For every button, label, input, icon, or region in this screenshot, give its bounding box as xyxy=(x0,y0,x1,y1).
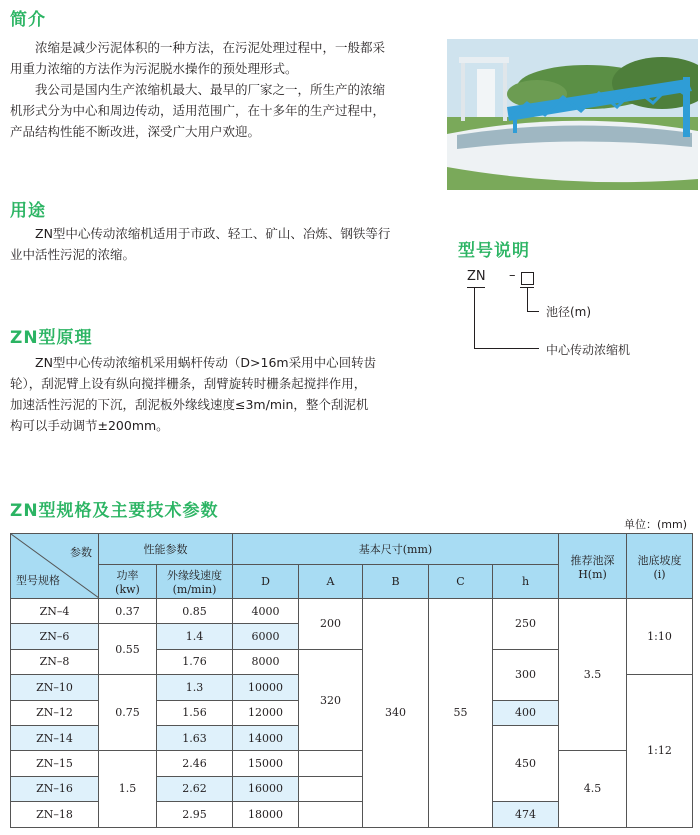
B-header: B xyxy=(363,565,429,599)
intro-title: 简介 xyxy=(10,10,46,30)
model-cell: ZN–14 xyxy=(11,725,99,750)
intro-line: 产品结构性能不断改进，深受广大用户欢迎。 xyxy=(10,124,261,139)
speed-cell: 1.76 xyxy=(157,649,233,674)
usage-title: 用途 xyxy=(10,201,46,221)
param-header: 参数 xyxy=(70,546,92,559)
A-cell-empty xyxy=(299,802,363,827)
speed-cell: 0.85 xyxy=(157,599,233,624)
model-cell: ZN–4 xyxy=(11,599,99,624)
diameter-cell: 6000 xyxy=(233,624,299,649)
slope-title: 池底坡度 xyxy=(637,553,682,567)
depth-unit: H(m) xyxy=(578,567,607,581)
intro-line: 我公司是国内生产浓缩机最大、最早的厂家之一，所生产的浓缩 xyxy=(35,82,386,97)
diameter-label: 池径(m) xyxy=(546,305,592,319)
h-cell: 450 xyxy=(493,725,559,801)
performance-header: 性能参数 xyxy=(99,534,233,565)
speed-cell: 2.95 xyxy=(157,802,233,827)
principle-title: ZN型原理 xyxy=(10,328,93,348)
speed-title: 外缘线速度 xyxy=(167,569,222,582)
power-cell: 0.75 xyxy=(99,675,157,751)
intro-line: 机形式分为中心和周边传动，适用范围广，在十多年的生产过程中， xyxy=(10,103,386,118)
principle-line: 轮），刮泥臂上设有纵向搅拌栅条，刮臂旋转时栅条起搅拌作用， xyxy=(10,376,367,391)
depth-cell: 4.5 xyxy=(559,751,627,827)
speed-header xyxy=(157,565,233,599)
principle-line: 加速活性污泥的下沉，刮泥板外缘线速度≤3m/min，整个刮泥机 xyxy=(10,397,369,412)
power-cell: 0.55 xyxy=(99,624,157,675)
C-cell: 55 xyxy=(429,599,493,828)
h-header: h xyxy=(493,565,559,599)
principle-text xyxy=(10,352,450,436)
diameter-cell: 15000 xyxy=(233,751,299,776)
type-leader-horizontal xyxy=(474,348,539,349)
thickener-photo xyxy=(447,39,698,190)
depth-header xyxy=(559,534,627,599)
model-dash: – xyxy=(509,268,516,283)
power-title: 功率 xyxy=(116,569,139,582)
C-header: C xyxy=(429,565,493,599)
speed-cell: 1.56 xyxy=(157,700,233,725)
power-cell: 0.37 xyxy=(99,599,157,624)
depth-title: 推荐池深 xyxy=(570,553,615,567)
h-cell: 300 xyxy=(493,649,559,700)
usage-line: ZN型中心传动浓缩机适用于市政、轻工、矿山、冶炼、钢铁等行 xyxy=(35,226,391,241)
speed-cell: 1.4 xyxy=(157,624,233,649)
speed-cell: 2.46 xyxy=(157,751,233,776)
depth-cell: 3.5 xyxy=(559,599,627,751)
A-cell: 320 xyxy=(299,649,363,751)
diameter-box xyxy=(521,272,534,285)
speed-cell: 2.62 xyxy=(157,776,233,801)
D-header: D xyxy=(233,565,299,599)
model-cell: ZN–12 xyxy=(11,700,99,725)
power-unit: (kw) xyxy=(115,583,140,596)
diameter-leader-horizontal xyxy=(527,311,539,312)
model-cell: ZN–10 xyxy=(11,675,99,700)
usage-line: 业中活性污泥的浓缩。 xyxy=(10,247,136,262)
diameter-cell: 4000 xyxy=(233,599,299,624)
model-cell: ZN–18 xyxy=(11,802,99,827)
diameter-cell: 8000 xyxy=(233,649,299,674)
intro-text xyxy=(10,37,440,142)
slope-unit: (i) xyxy=(653,567,666,581)
diameter-cell: 16000 xyxy=(233,776,299,801)
type-label: 中心传动浓缩机 xyxy=(546,343,631,357)
unit-label: 单位：(mm) xyxy=(624,518,688,531)
model-code: ZN xyxy=(467,269,486,284)
corner-header-cell xyxy=(11,534,99,599)
diameter-cell: 14000 xyxy=(233,725,299,750)
table-row xyxy=(11,751,693,776)
principle-line: 构可以手动调节±200mm。 xyxy=(10,418,169,433)
speed-unit: (m/min) xyxy=(172,583,217,596)
h-cell: 250 xyxy=(493,599,559,650)
A-cell: 200 xyxy=(299,599,363,650)
A-header: A xyxy=(299,565,363,599)
spec-title: ZN型规格及主要技术参数 xyxy=(10,501,219,521)
model-cell: ZN–6 xyxy=(11,624,99,649)
model-header: 型号规格 xyxy=(16,574,60,587)
power-cell: 1.5 xyxy=(99,751,157,827)
basic-size-header: 基本尺寸(mm) xyxy=(233,534,559,565)
principle-line: ZN型中心传动浓缩机采用蜗杆传动（D>16m采用中心回转齿 xyxy=(35,355,377,370)
h-cell: 474 xyxy=(493,802,559,827)
diameter-cell: 18000 xyxy=(233,802,299,827)
speed-cell: 1.3 xyxy=(157,675,233,700)
diameter-cell: 12000 xyxy=(233,700,299,725)
h-cell: 400 xyxy=(493,700,559,725)
model-cell: ZN–15 xyxy=(11,751,99,776)
A-cell-empty xyxy=(299,751,363,776)
model-cell: ZN–16 xyxy=(11,776,99,801)
spec-table xyxy=(10,533,693,828)
type-leader-vertical xyxy=(474,287,475,349)
usage-text xyxy=(10,223,440,265)
A-cell-empty xyxy=(299,776,363,801)
diameter-cell: 10000 xyxy=(233,675,299,700)
model-title: 型号说明 xyxy=(458,241,530,261)
table-row xyxy=(11,599,693,624)
power-header xyxy=(99,565,157,599)
slope-cell: 1:12 xyxy=(627,675,693,827)
B-cell: 340 xyxy=(363,599,429,828)
intro-line: 浓缩是减少污泥体积的一种方法，在污泥处理过程中，一般都采 xyxy=(35,40,386,55)
code-underline xyxy=(467,287,485,288)
intro-line: 用重力浓缩的方法作为污泥脱水操作的预处理形式。 xyxy=(10,61,298,76)
diameter-leader-vertical xyxy=(527,287,528,312)
slope-cell: 1:10 xyxy=(627,599,693,675)
slope-header xyxy=(627,534,693,599)
model-cell: ZN–8 xyxy=(11,649,99,674)
speed-cell: 1.63 xyxy=(157,725,233,750)
